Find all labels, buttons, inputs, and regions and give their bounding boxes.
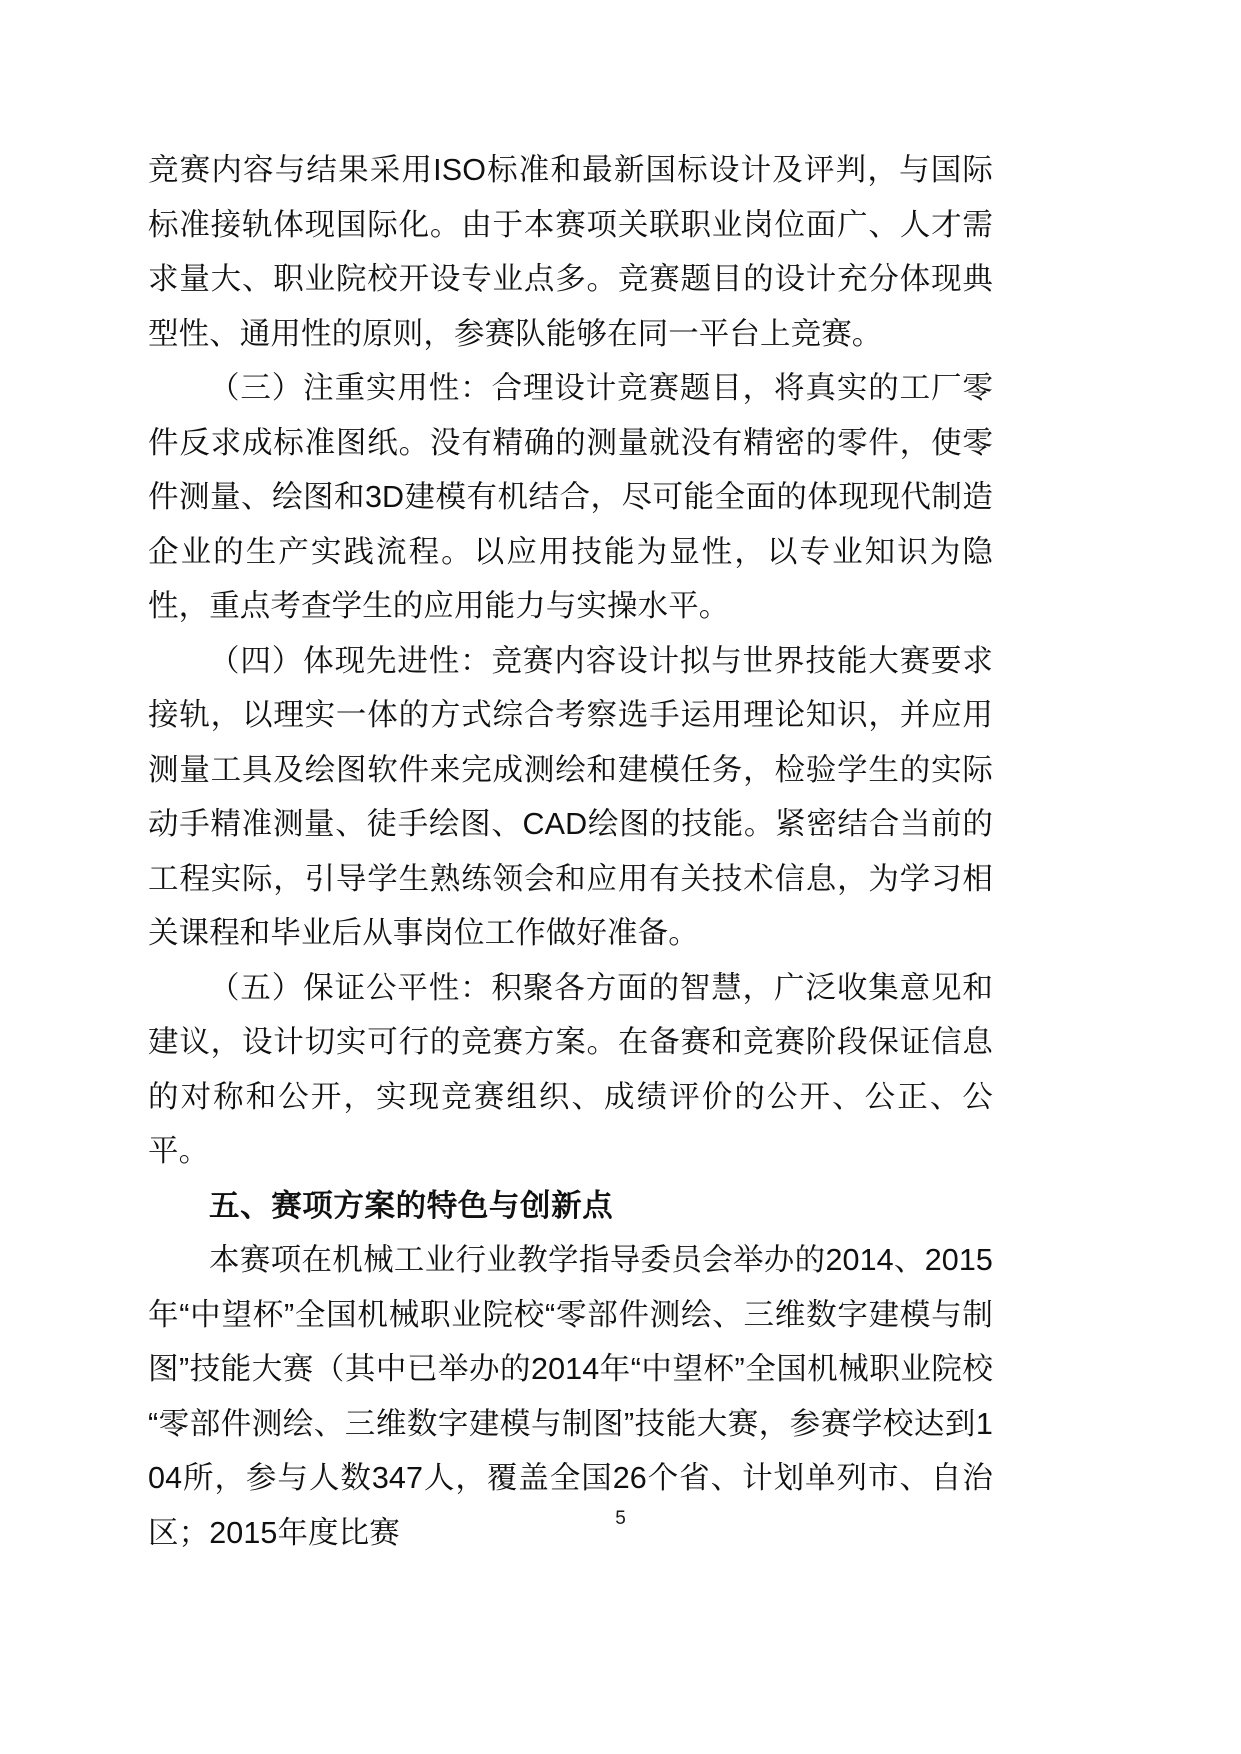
paragraph-section-four-advancement: （四）体现先进性：竞赛内容设计拟与世界技能大赛要求接轨，以理实一体的方式综合考察选手运用理论知识，并应用测量工具及绘图软件来完成测绘和建模任务，检验学生的实际动手精准测量、徒手绘图、CAD绘图的技能。紧密结合当前的工程实际，引导学生熟练领会和应用有关技术信息，为学习相关课程和毕业后从事岗位工作做好准备。 [148, 643, 993, 950]
paragraph-history-competition: 本赛项在机械工业行业教学指导委员会举办的2014、2015年“中望杯”全国机械职业院校“零部件测绘、三维数字建模与制图”技能大赛（其中已举办的2014年“中望杯”全国机械职业院校“零部件测绘、三维数字建模与制图”技能大赛，参赛学校达到104所，参与人数347人，覆盖全国26个省、计划单列市、自治区；2015年度比赛 [148, 1243, 993, 1550]
heading-section-five-features: 五、赛项方案的特色与创新点 [209, 1188, 614, 1223]
page-number: 5 [615, 1508, 626, 1529]
paragraph-section-five-fairness: （五）保证公平性：积聚各方面的智慧，广泛收集意见和建议，设计切实可行的竞赛方案。在备赛和竞赛阶段保证信息的对称和公开，实现竞赛组织、成绩评价的公开、公正、公平。 [148, 970, 993, 1168]
paragraph-continued-internationalization: 竞赛内容与结果采用ISO标准和最新国标设计及评判，与国际标准接轨体现国际化。由于本赛项关联职业岗位面广、人才需求量大、职业院校开设专业点多。竞赛题目的设计充分体现典型性、通用性的原则，参赛队能够在同一平台上竞赛。 [148, 153, 993, 351]
document-body [148, 143, 993, 1560]
paragraph-section-three-practicality: （三）注重实用性：合理设计竞赛题目，将真实的工厂零件反求成标准图纸。没有精确的测量就没有精密的零件，使零件测量、绘图和3D建模有机结合，尽可能全面的体现现代制造企业的生产实践流程。以应用技能为显性，以专业知识为隐性，重点考查学生的应用能力与实操水平。 [148, 371, 993, 623]
